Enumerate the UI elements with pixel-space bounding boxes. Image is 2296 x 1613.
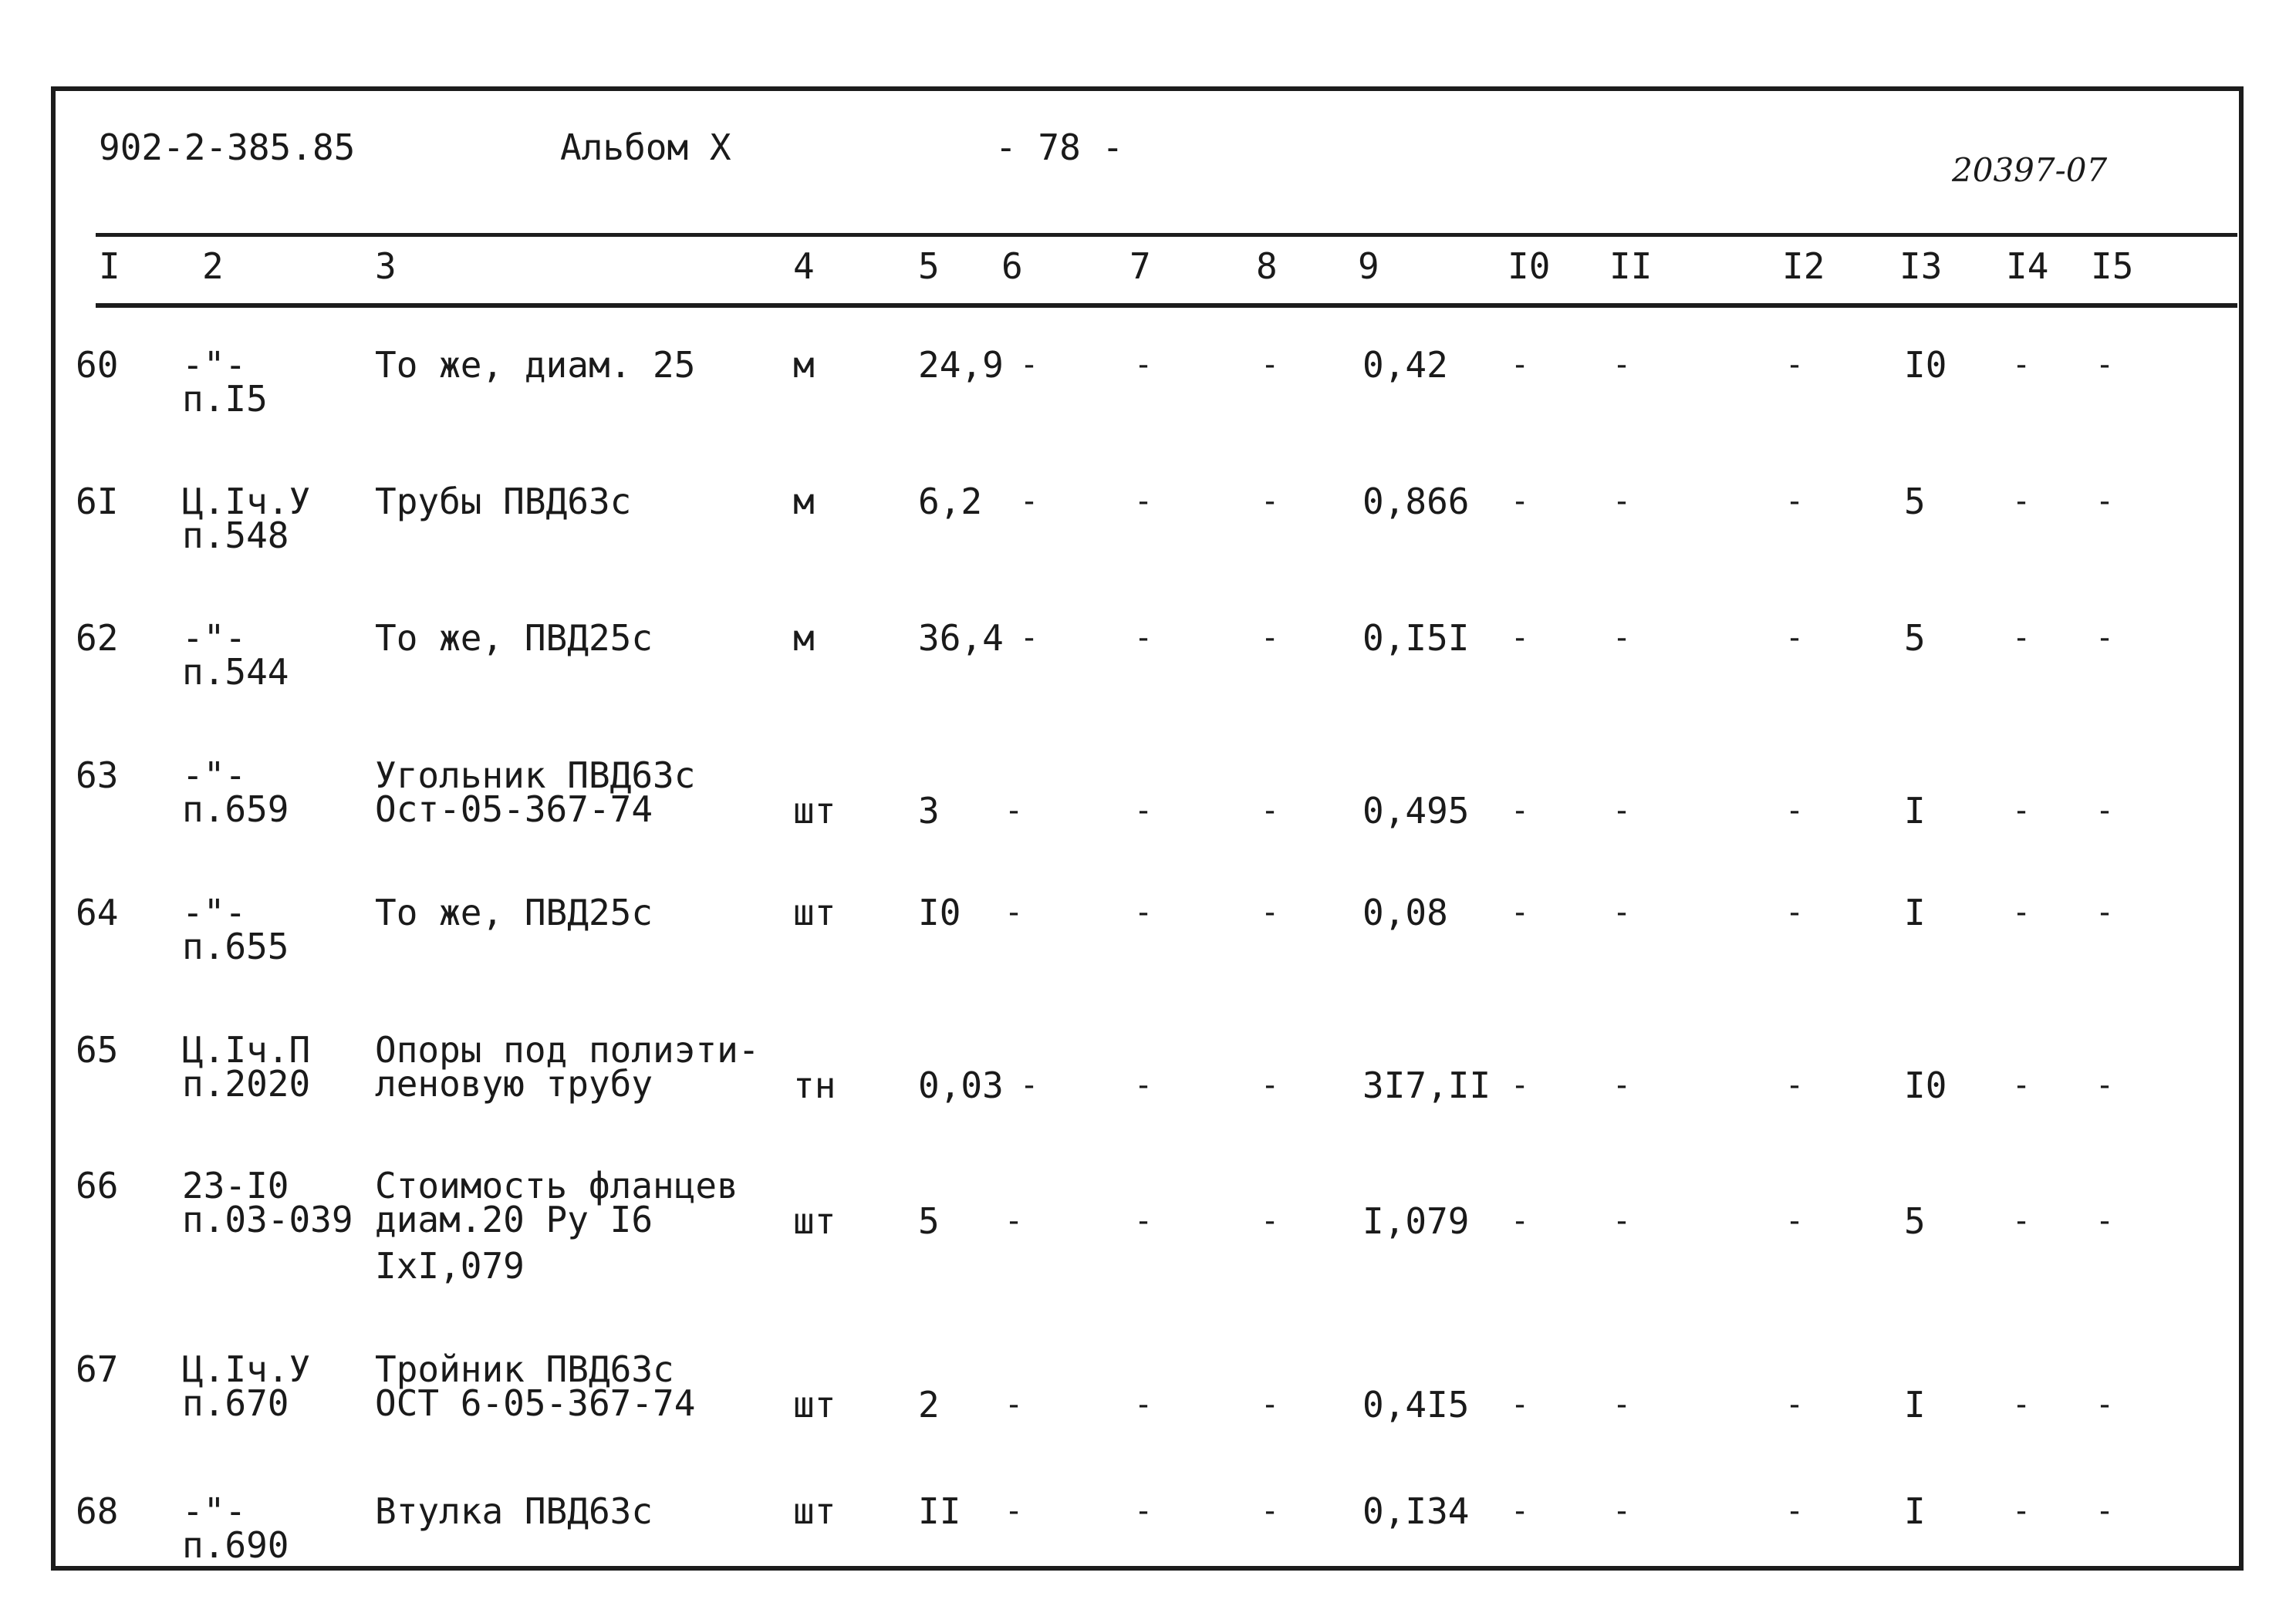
- col-13-cell: I: [1904, 892, 1926, 933]
- col-9-cell: 0,495: [1362, 790, 1470, 832]
- reference-line-1: -"-: [182, 754, 247, 796]
- reference-line-1: Ц.Iч.П: [182, 1029, 311, 1071]
- album-title: Альбом X: [560, 127, 731, 168]
- reference-line-1: Ц.Iч.У: [182, 481, 311, 522]
- col-12-cell: -: [1785, 620, 1805, 656]
- col-15-cell: -: [2095, 620, 2115, 656]
- col-5-cell: 3: [918, 790, 940, 832]
- col-14-cell: -: [2012, 1387, 2031, 1422]
- reference-line-2: п.670: [182, 1382, 289, 1424]
- col-13-cell: I: [1904, 1384, 1926, 1426]
- col-5-cell: I0: [918, 892, 961, 933]
- row-number: 66: [76, 1165, 119, 1206]
- description-line-2: Ост-05-367-74: [375, 788, 653, 830]
- column-header-6: 6: [1001, 245, 1023, 287]
- page-number: - 78 -: [995, 127, 1124, 168]
- description-line-1: То же, ПВД25с: [375, 892, 653, 933]
- reference-line-2: п.690: [182, 1524, 289, 1566]
- col-14-cell: -: [2012, 347, 2031, 383]
- col-7-cell: -: [1134, 620, 1153, 656]
- col-14-cell: -: [2012, 895, 2031, 930]
- col-6-cell: -: [1004, 895, 1024, 930]
- col-8-cell: -: [1261, 1387, 1280, 1422]
- col-13-cell: 5: [1904, 1200, 1926, 1242]
- col-5-cell: 0,03: [918, 1065, 1004, 1106]
- reference-line-2: п.2020: [182, 1063, 311, 1105]
- col-6-cell: -: [1004, 793, 1024, 828]
- col-8-cell: -: [1261, 1493, 1280, 1529]
- column-header-10: I0: [1508, 245, 1551, 287]
- description-line-1: Угольник ПВД63с: [375, 754, 696, 796]
- col-10-cell: -: [1511, 895, 1530, 930]
- col-12-cell: -: [1785, 1387, 1805, 1422]
- row-number: 6I: [76, 481, 119, 522]
- description-line-1: Тройник ПВД63с: [375, 1348, 674, 1390]
- col-11-cell: -: [1612, 1068, 1632, 1103]
- col-8-cell: -: [1261, 347, 1280, 383]
- col-8-cell: -: [1261, 1203, 1280, 1239]
- col-9-cell: 0,I34: [1362, 1490, 1470, 1532]
- col-15-cell: -: [2095, 1493, 2115, 1529]
- description-line-1: То же, диам. 25: [375, 344, 696, 386]
- description-line-2: диам.20 Ру I6: [375, 1199, 653, 1240]
- col-11-cell: -: [1612, 895, 1632, 930]
- col-9-cell: 3I7,II: [1362, 1065, 1491, 1106]
- col-14-cell: -: [2012, 1068, 2031, 1103]
- unit-cell: шт: [793, 892, 836, 933]
- col-12-cell: -: [1785, 484, 1805, 519]
- column-header-7: 7: [1129, 245, 1151, 287]
- reference-line-1: -"-: [182, 344, 247, 386]
- description-line-2: ОСТ 6-05-367-74: [375, 1382, 696, 1424]
- col-11-cell: -: [1612, 347, 1632, 383]
- col-6-cell: -: [1020, 484, 1039, 519]
- reference-line-2: п.548: [182, 515, 289, 556]
- unit-cell: шт: [793, 1384, 836, 1426]
- col-9-cell: 0,4I5: [1362, 1384, 1470, 1426]
- col-12-cell: -: [1785, 1493, 1805, 1529]
- row-number: 63: [76, 754, 119, 796]
- col-8-cell: -: [1261, 895, 1280, 930]
- column-header-4: 4: [793, 245, 815, 287]
- col-7-cell: -: [1134, 793, 1153, 828]
- reference-line-2: п.544: [182, 651, 289, 693]
- description-line-2: леновую трубу: [375, 1063, 653, 1105]
- col-15-cell: -: [2095, 484, 2115, 519]
- column-header-2: 2: [202, 245, 224, 287]
- reference-line-2: п.03-039: [182, 1199, 353, 1240]
- col-12-cell: -: [1785, 1068, 1805, 1103]
- unit-cell: м: [793, 481, 815, 522]
- column-header-5: 5: [918, 245, 940, 287]
- unit-cell: шт: [793, 1200, 836, 1242]
- description-line-1: Трубы ПВД63с: [375, 481, 632, 522]
- col-10-cell: -: [1511, 1493, 1530, 1529]
- col-15-cell: -: [2095, 347, 2115, 383]
- column-header-14: I4: [2006, 245, 2049, 287]
- col-8-cell: -: [1261, 484, 1280, 519]
- col-10-cell: -: [1511, 347, 1530, 383]
- description-line-1: Стоимость фланцев: [375, 1165, 738, 1206]
- col-8-cell: -: [1261, 1068, 1280, 1103]
- col-13-cell: I: [1904, 1490, 1926, 1532]
- col-12-cell: -: [1785, 347, 1805, 383]
- col-9-cell: 0,08: [1362, 892, 1448, 933]
- col-7-cell: -: [1134, 1068, 1153, 1103]
- col-12-cell: -: [1785, 1203, 1805, 1239]
- column-header-11: II: [1609, 245, 1653, 287]
- description-line-3: IxI,079: [375, 1245, 525, 1287]
- col-9-cell: 0,866: [1362, 481, 1470, 522]
- reference-line-2: п.655: [182, 926, 289, 967]
- col-8-cell: -: [1261, 620, 1280, 656]
- col-9-cell: 0,I5I: [1362, 617, 1470, 659]
- col-15-cell: -: [2095, 895, 2115, 930]
- col-8-cell: -: [1261, 793, 1280, 828]
- unit-cell: м: [793, 617, 815, 659]
- reference-line-1: Ц.Iч.У: [182, 1348, 311, 1390]
- col-11-cell: -: [1612, 1493, 1632, 1529]
- col-6-cell: -: [1004, 1387, 1024, 1422]
- col-13-cell: I0: [1904, 344, 1947, 386]
- reference-line-1: -"-: [182, 617, 247, 659]
- row-number: 60: [76, 344, 119, 386]
- col-15-cell: -: [2095, 1387, 2115, 1422]
- column-header-8: 8: [1256, 245, 1278, 287]
- col-15-cell: -: [2095, 1068, 2115, 1103]
- col-6-cell: -: [1020, 347, 1039, 383]
- col-10-cell: -: [1511, 1068, 1530, 1103]
- row-number: 64: [76, 892, 119, 933]
- description-line-1: То же, ПВД25с: [375, 617, 653, 659]
- col-11-cell: -: [1612, 793, 1632, 828]
- col-10-cell: -: [1511, 1203, 1530, 1239]
- description-line-1: Опоры под полиэти-: [375, 1029, 760, 1071]
- unit-cell: шт: [793, 790, 836, 832]
- col-13-cell: I0: [1904, 1065, 1947, 1106]
- row-number: 62: [76, 617, 119, 659]
- col-10-cell: -: [1511, 620, 1530, 656]
- row-number: 67: [76, 1348, 119, 1390]
- row-number: 65: [76, 1029, 119, 1071]
- col-6-cell: -: [1020, 1068, 1039, 1103]
- reference-line-1: -"-: [182, 892, 247, 933]
- col-10-cell: -: [1511, 484, 1530, 519]
- col-5-cell: 5: [918, 1200, 940, 1242]
- col-5-cell: 6,2: [918, 481, 983, 522]
- column-header-12: I2: [1782, 245, 1825, 287]
- document-code: 902-2-385.85: [99, 127, 356, 168]
- col-12-cell: -: [1785, 895, 1805, 930]
- col-15-cell: -: [2095, 793, 2115, 828]
- column-header-13: I3: [1899, 245, 1943, 287]
- col-11-cell: -: [1612, 1203, 1632, 1239]
- col-14-cell: -: [2012, 620, 2031, 656]
- col-10-cell: -: [1511, 1387, 1530, 1422]
- reference-line-1: -"-: [182, 1490, 247, 1532]
- col-5-cell: 36,4: [918, 617, 1004, 659]
- col-15-cell: -: [2095, 1203, 2115, 1239]
- col-5-cell: II: [918, 1490, 961, 1532]
- reference-line-2: п.I5: [182, 378, 268, 420]
- column-header-3: 3: [375, 245, 397, 287]
- col-5-cell: 2: [918, 1384, 940, 1426]
- col-14-cell: -: [2012, 484, 2031, 519]
- row-number: 68: [76, 1490, 119, 1532]
- col-10-cell: -: [1511, 793, 1530, 828]
- unit-cell: тн: [793, 1065, 836, 1106]
- col-12-cell: -: [1785, 793, 1805, 828]
- column-header-9: 9: [1358, 245, 1379, 287]
- col-7-cell: -: [1134, 1203, 1153, 1239]
- col-14-cell: -: [2012, 793, 2031, 828]
- col-13-cell: 5: [1904, 617, 1926, 659]
- col-6-cell: -: [1004, 1493, 1024, 1529]
- col-7-cell: -: [1134, 895, 1153, 930]
- col-13-cell: 5: [1904, 481, 1926, 522]
- col-7-cell: -: [1134, 1493, 1153, 1529]
- unit-cell: шт: [793, 1490, 836, 1532]
- reference-line-1: 23-I0: [182, 1165, 289, 1206]
- col-11-cell: -: [1612, 1387, 1632, 1422]
- column-header-15: I5: [2091, 245, 2134, 287]
- sheet-number: 20397-07: [1952, 151, 2108, 189]
- col-9-cell: I,079: [1362, 1200, 1470, 1242]
- reference-line-2: п.659: [182, 788, 289, 830]
- col-14-cell: -: [2012, 1493, 2031, 1529]
- col-9-cell: 0,42: [1362, 344, 1448, 386]
- column-header-1: I: [99, 245, 120, 287]
- description-line-1: Втулка ПВД63с: [375, 1490, 653, 1532]
- col-13-cell: I: [1904, 790, 1926, 832]
- unit-cell: м: [793, 344, 815, 386]
- col-5-cell: 24,9: [918, 344, 1004, 386]
- col-6-cell: -: [1020, 620, 1039, 656]
- col-11-cell: -: [1612, 620, 1632, 656]
- col-7-cell: -: [1134, 1387, 1153, 1422]
- header-top-rule: [96, 233, 2237, 237]
- header-bottom-rule: [96, 303, 2237, 308]
- col-7-cell: -: [1134, 484, 1153, 519]
- col-14-cell: -: [2012, 1203, 2031, 1239]
- col-7-cell: -: [1134, 347, 1153, 383]
- col-6-cell: -: [1004, 1203, 1024, 1239]
- col-11-cell: -: [1612, 484, 1632, 519]
